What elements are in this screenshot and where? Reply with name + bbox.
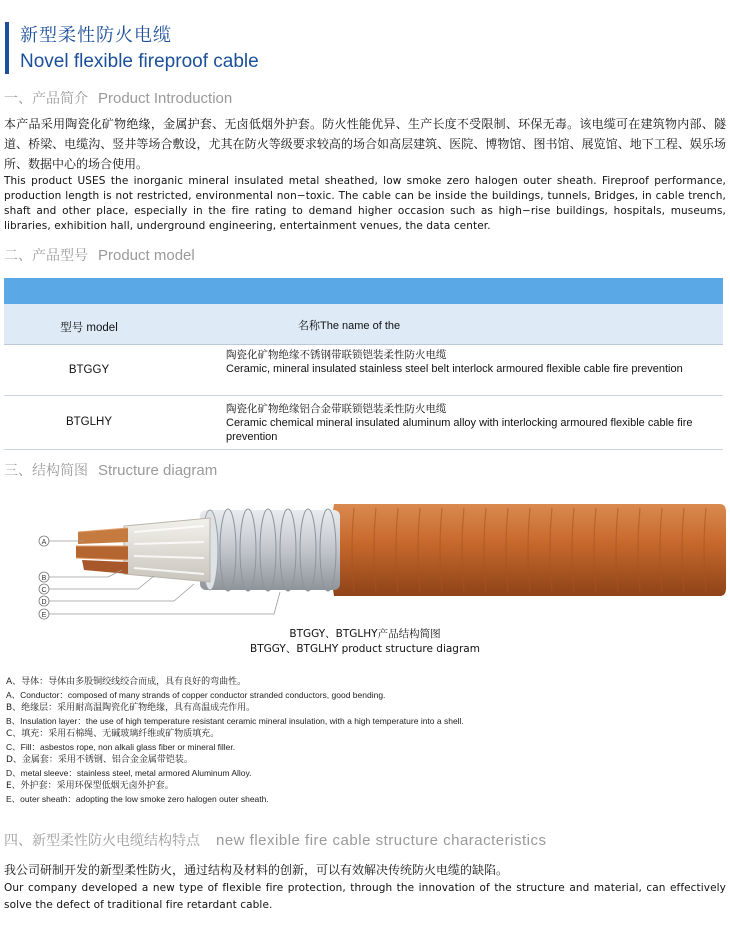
marker-e	[39, 609, 49, 619]
table-cell-model: BTGGY	[68, 364, 110, 376]
section-heading-characteristics	[4, 830, 546, 850]
table-top-band	[4, 278, 723, 304]
table-header-name: 名称The name of the	[298, 320, 401, 332]
legend-item: E、outer sheath：adopting the low smoke zero halogen outer sheath.	[6, 794, 269, 804]
table-header-model: 型号 model	[60, 322, 118, 334]
section-heading-cn: 二、产品型号	[4, 248, 88, 264]
copper-conductors	[76, 528, 128, 574]
legend-item: C、填充：采用石棉绳、无碱玻璃纤维或矿物质填充。	[6, 729, 220, 739]
intro-paragraph-cn: 本产品采用陶瓷化矿物绝缘，金属护套、无卤低烟外护套。防火性能优异、生产长度不受限制、环保无毒。该电缆可在建筑物内部、隧道、桥梁、电缆沟、竖井等场合敷设，尤其在防火等级要求较高的场合如高层建筑、医院、博物馆、图书馆、展览馆、地下工程、娱乐场所、数据中心的场合使用。	[4, 117, 726, 171]
marker-b	[39, 572, 49, 582]
table-cell-name	[226, 402, 696, 444]
section-heading-introduction	[4, 88, 232, 108]
section-heading-en: Product model	[98, 247, 195, 264]
svg-text:C: C	[41, 587, 47, 594]
svg-text:B: B	[41, 575, 47, 582]
marker-c	[39, 584, 49, 594]
page-title-cn: 新型柔性防火电缆	[20, 25, 172, 46]
cable-structure-diagram	[4, 488, 726, 626]
section-heading-cn: 三、结构简图	[4, 463, 88, 479]
table-cell-name-cn: 陶瓷化矿物绝缘不锈钢带联锁铠装柔性防火电缆	[226, 349, 447, 361]
page-title-en: Novel flexible fireproof cable	[20, 51, 259, 72]
section-heading-en: new flexible fire cable structure characteristics	[216, 832, 547, 849]
legend-item: A、Conductor：composed of many strands of copper conductor stranded conductors, good bending.	[6, 690, 386, 700]
section-heading-en: Product Introduction	[98, 90, 233, 107]
legend-item: E、外护套：采用环保型低烟无卤外护套。	[6, 781, 174, 791]
legend-item: D、metal sleeve：stainless steel, metal armored Aluminum Alloy.	[6, 768, 252, 778]
metal-sleeve	[200, 509, 340, 591]
table-cell-name-cn: 陶瓷化矿物绝缘铝合金带联锁铠装柔性防火电缆	[226, 403, 447, 415]
legend-item: B、绝缘层：采用耐高温陶瓷化矿物绝缘，具有高温成壳作用。	[6, 703, 256, 713]
marker-a	[39, 536, 49, 546]
legend-item: C、Fill：asbestos rope, non alkali glass fiber or mineral filler.	[6, 742, 236, 752]
svg-text:A: A	[41, 539, 47, 546]
characteristics-paragraph-cn: 我公司研制开发的新型柔性防火，通过结构及材料的创新，可以有效解决传统防火电缆的缺陷。	[4, 863, 509, 877]
structure-legend	[6, 676, 464, 806]
table-cell-model: BTGLHY	[65, 416, 112, 428]
legend-item: A、导体：导体由多股铜绞线绞合而成，具有良好的弯曲性。	[6, 677, 247, 687]
svg-text:E: E	[41, 612, 47, 619]
svg-text:D: D	[41, 599, 47, 606]
outer-sheath	[330, 504, 726, 596]
diagram-caption	[0, 627, 730, 657]
section-heading-en: Structure diagram	[98, 462, 218, 479]
legend-item: D、金属套：采用不锈钢、铝合金金属带铠装。	[6, 755, 193, 765]
marker-d	[39, 596, 49, 606]
section-heading-structure	[4, 460, 217, 480]
title-accent-bar	[5, 22, 9, 74]
intro-paragraph-en: This product USES the inorganic mineral insulated metal sheathed, low smoke zero halogen outer sheath. Fireproof performance, production length is not restricted, environmental non−toxic. The cable can be inside the buildings, tunnels, Bridges, in cable trench, shaft and other place, especially in the fire rating to demand higher occasion such as high−rise buildings, hospitals, museums, libraries, exhibition hall, underground engineering, entertainment venues, the data center.	[4, 175, 726, 232]
section-heading-product-model	[4, 245, 195, 265]
characteristics-paragraph-en: Our company developed a new type of flexible fire protection, through the innovation of the structure and material, can effectively solve the defect of traditional fire retardant cable.	[4, 882, 726, 911]
table-cell-name-en: Ceramic chemical mineral insulated aluminum alloy with interlocking armoured flexible cable fire prevention	[226, 417, 693, 443]
insulation-fill	[124, 518, 210, 582]
legend-item: B、Insulation layer：the use of high temperature resistant ceramic mineral insulation, with a high temperature into a shell.	[6, 716, 464, 726]
table-cell-name-en: Ceramic, mineral insulated stainless steel belt interlock armoured flexible cable fire prevention	[226, 363, 683, 375]
section-heading-cn: 四、新型柔性防火电缆结构特点	[4, 833, 200, 849]
diagram-caption-cn: BTGGY、BTGLHY产品结构简图	[289, 628, 441, 640]
section-heading-cn: 一、产品简介	[4, 91, 88, 107]
diagram-caption-en: BTGGY、BTGLHY product structure diagram	[250, 643, 480, 655]
table-cell-name	[226, 348, 696, 376]
